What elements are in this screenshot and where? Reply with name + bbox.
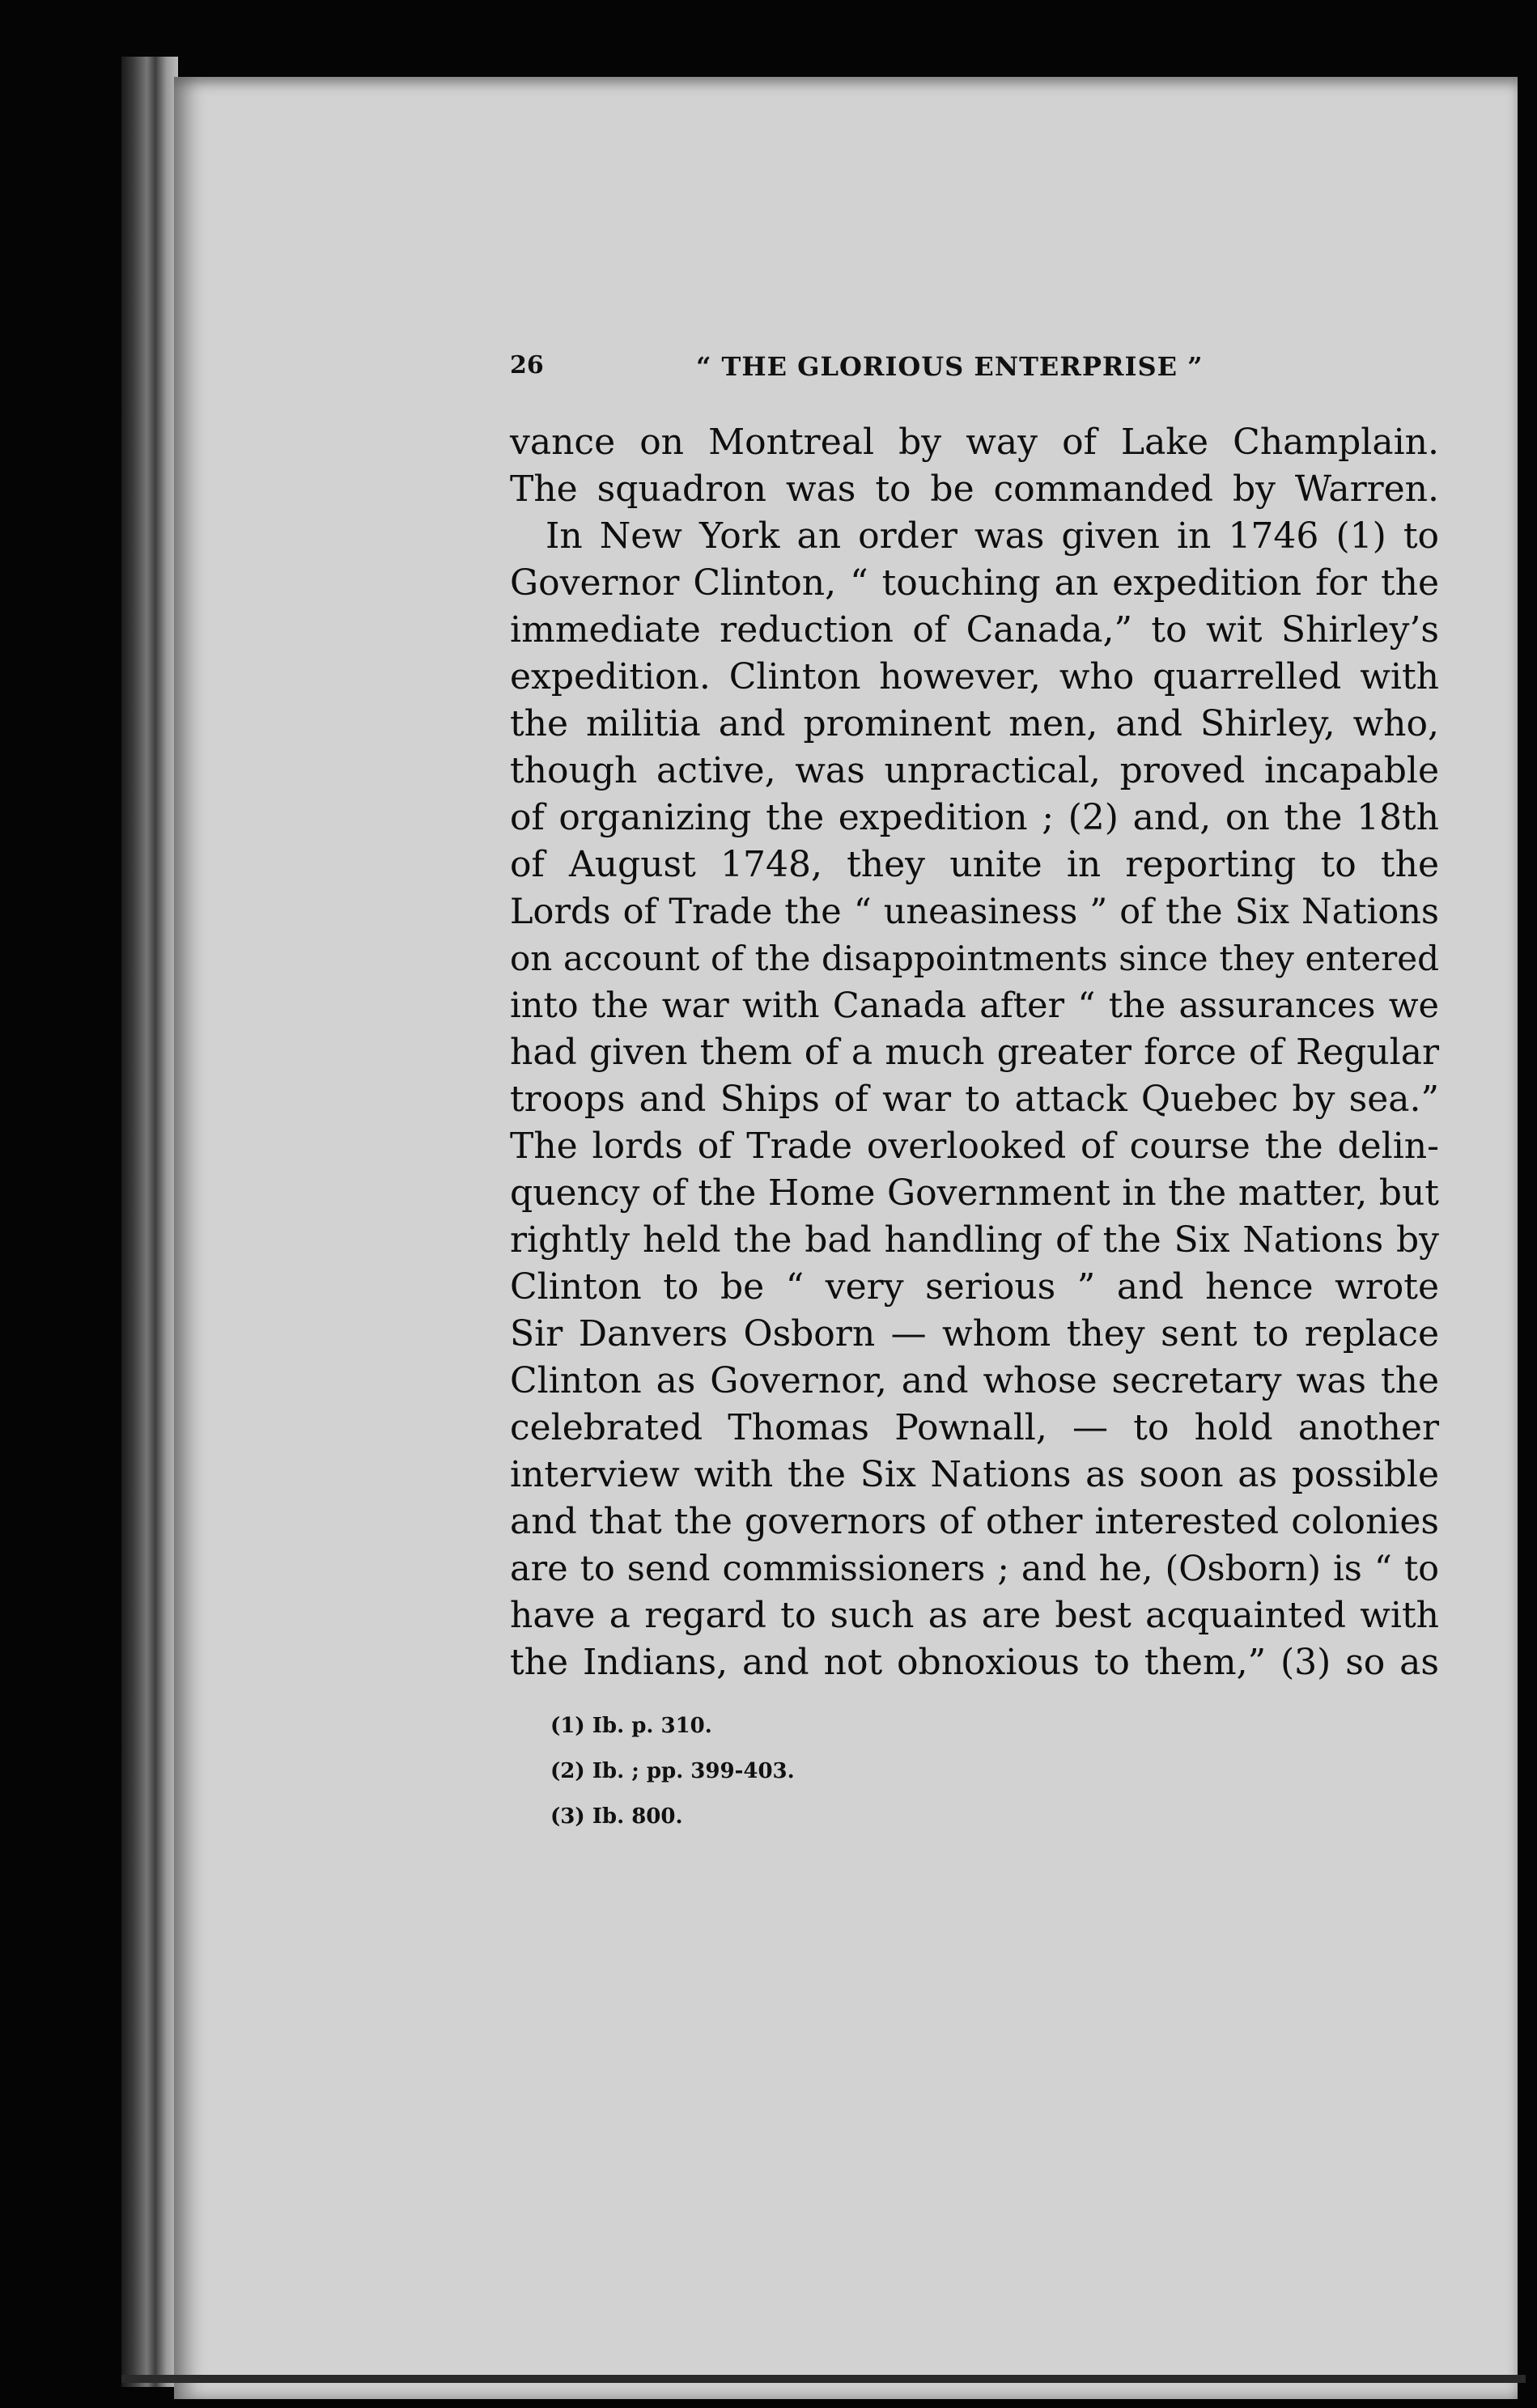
text-line: The lords of Trade overlooked of course the delin- [510,1126,1439,1167]
text-line: had given them of a much greater force of Regular [510,1032,1439,1073]
text-line: expedition. Clinton however, who quarrelled with [510,656,1439,697]
text-line: though active, was unpractical, proved incapable [510,750,1439,791]
footnotes [550,1703,1117,1839]
text-line: have a regard to such as are best acquainted with [510,1595,1439,1636]
text-line: the Indians, and not obnoxious to them,” (3) so as [510,1642,1439,1683]
text-line: Clinton as Governor, and whose secretary was the [510,1360,1439,1401]
text-line: vance on Montreal by way of Lake Champlain. [510,422,1439,463]
text-line: rightly held the bad handling of the Six Nations by [510,1219,1439,1261]
text-line: Sir Danvers Osborn — whom they sent to replace [510,1313,1439,1354]
footnote: (1) Ib. p. 310. [550,1714,712,1738]
body-text [510,419,1439,1686]
text-line: troops and Ships of war to attack Quebec by sea.” [510,1079,1439,1120]
book-spine-edge [121,57,178,2387]
footnote: (3) Ib. 800. [550,1804,683,1829]
footnote: (2) Ib. ; pp. 399-403. [550,1759,795,1783]
text-line: The squadron was to be commanded by Warren. [510,468,1439,510]
text-line: quency of the Home Government in the matter, but [510,1172,1439,1214]
page-number: 26 [510,351,544,379]
text-line: interview with the Six Nations as soon as possible [510,1454,1439,1495]
text-line: immediate reduction of Canada,” to wit Shirley’s [510,609,1439,651]
text-line: and that the governors of other interested colonies [510,1501,1439,1542]
page-header [510,348,1441,396]
text-line: In New York an order was given in 1746 (1) to [546,515,1439,557]
text-line: are to send commissioners ; and he, (Osborn) is “ to [510,1549,1439,1589]
text-line: Governor Clinton, “ touching an expedition for the [510,562,1439,604]
text-line: celebrated Thomas Pownall, — to hold another [510,1407,1439,1448]
text-line: into the war with Canada after “ the assurances we [510,986,1439,1026]
page-bottom-edge [121,2375,1526,2383]
text-line: the militia and prominent men, and Shirley, who, [510,703,1439,744]
running-title: “ THE GLORIOUS ENTERPRISE ” [696,351,1204,382]
text-line: Clinton to be “ very serious ” and hence wrote [510,1266,1439,1308]
text-line: of organizing the expedition ; (2) and, on the 18th [510,797,1439,838]
text-line: on account of the disappointments since they entered [510,939,1439,978]
text-line: Lords of Trade the “ uneasiness ” of the Six Nations [510,892,1439,932]
text-line: of August 1748, they unite in reporting to the [510,844,1439,885]
